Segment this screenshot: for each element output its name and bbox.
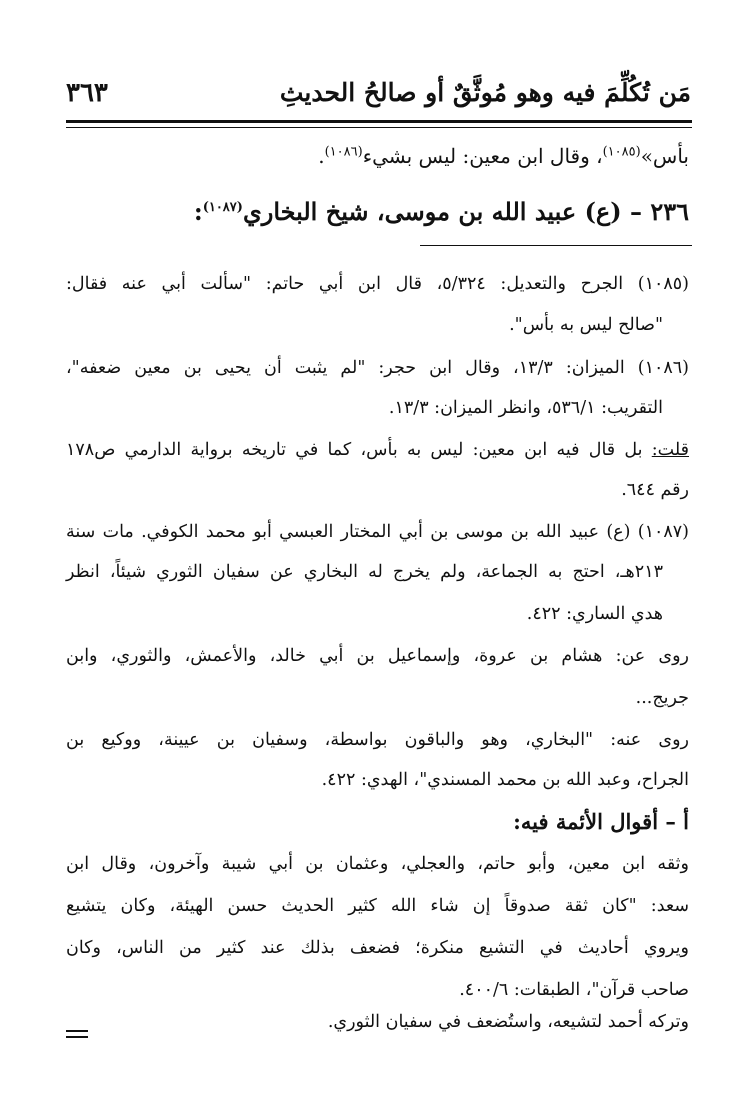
page-header — [66, 78, 691, 118]
rawa-an-line-1: روى عن: هشام بن عروة، وإسماعيل بن أبي خالد، والأعمش، والثوري، وابن — [66, 646, 689, 666]
footnote-1085-line-1: (١٠٨٥) الجرح والتعديل: ٥/٣٢٤، قال ابن أبي حاتم: "سألت أبي عنه فقال: — [66, 274, 689, 294]
para1-line-4: صاحب قرآن"، الطبقات: ٤٠٠/٦. — [459, 980, 689, 1000]
footnote-ref-1087[interactable]: (١٠٨٧) — [202, 200, 243, 215]
page-number: ٣٦٣ — [66, 78, 108, 108]
para1-line-2: سعد: "كان ثقة صدوقاً إن شاء الله كثير الحديث حسن الهيئة، وكان يتشيع — [66, 896, 689, 916]
body-line-1 — [318, 142, 689, 170]
body-text: بأس» — [640, 144, 689, 168]
para2-line-1: وتركه أحمد لتشيعه، واستُضعف في سفيان الثوري. — [327, 1012, 689, 1032]
header-rule-thick — [66, 120, 692, 123]
body-text: ، وقال ابن معين: ليس بشيء — [362, 144, 603, 168]
rawa-anhu-line-1: روى عنه: "البخاري، وهو والباقون بواسطة، وسفيان بن عيينة، ووكيع بن — [66, 730, 689, 750]
entry-heading-end: : — [193, 197, 203, 226]
note-label: قلت: — [651, 440, 689, 460]
footnote-1086-note-line-1 — [66, 436, 689, 464]
para1-line-1: وثقه ابن معين، وأبو حاتم، والعجلي، وعثمان بن أبي شيبة وآخرون، وقال ابن — [66, 854, 689, 874]
header-rule-thin — [66, 127, 692, 128]
body-text: . — [318, 144, 325, 168]
rawa-an-line-2: جريج... — [635, 688, 689, 708]
entry-heading-text: ٢٣٦ – (ع) عبيد الله بن موسى، شيخ البخاري — [242, 197, 689, 226]
running-title: مَن تُكُلِّمَ فيه وهو مُوثَّقٌ أو صالحُ الحديثِ — [279, 78, 691, 107]
end-mark — [66, 1030, 88, 1040]
footnote-ref-1086[interactable]: (١٠٨٦) — [324, 144, 363, 160]
footnote-1085-line-2: "صالح ليس به بأس". — [509, 315, 663, 335]
para1-line-3: ويروي أحاديث في التشيع منكرة؛ فضعف بذلك عند كثير من الناس، وكان — [66, 938, 689, 958]
footnote-1087-line-3: هدي الساري: ٤٢٢. — [526, 604, 663, 624]
footnote-divider — [420, 245, 692, 246]
footnote-1086-line-1: (١٠٨٦) الميزان: ١٣/٣، وقال ابن حجر: "لم يثبت أن يحيى بن معين ضعفه"، — [66, 358, 689, 378]
footnote-ref-1085[interactable]: (١٠٨٥) — [602, 144, 641, 160]
entry-heading — [194, 198, 689, 226]
footnote-1086-note-line-2: رقم ٦٤٤. — [621, 480, 689, 500]
note-text: بل قال فيه ابن معين: ليس به بأس، كما في تاريخه برواية الدارمي ص١٧٨ — [66, 440, 652, 460]
footnote-1086-line-2: التقريب: ٥٣٦/١، وانظر الميزان: ١٣/٣. — [388, 398, 663, 418]
rawa-anhu-line-2: الجراح، وعبد الله بن محمد المسندي"، الهدي: ٤٢٢. — [321, 770, 689, 790]
section-heading: أ – أقوال الأئمة فيه: — [513, 809, 689, 834]
footnote-1087-line-2: ٢١٣هـ، احتج به الجماعة، ولم يخرج له البخاري عن سفيان الثوري شيئاً، انظر — [66, 562, 663, 582]
footnote-1087-line-1: (١٠٨٧) (ع) عبيد الله بن موسى بن أبي المختار العبسي أبو محمد الكوفي. مات سنة — [66, 522, 689, 542]
